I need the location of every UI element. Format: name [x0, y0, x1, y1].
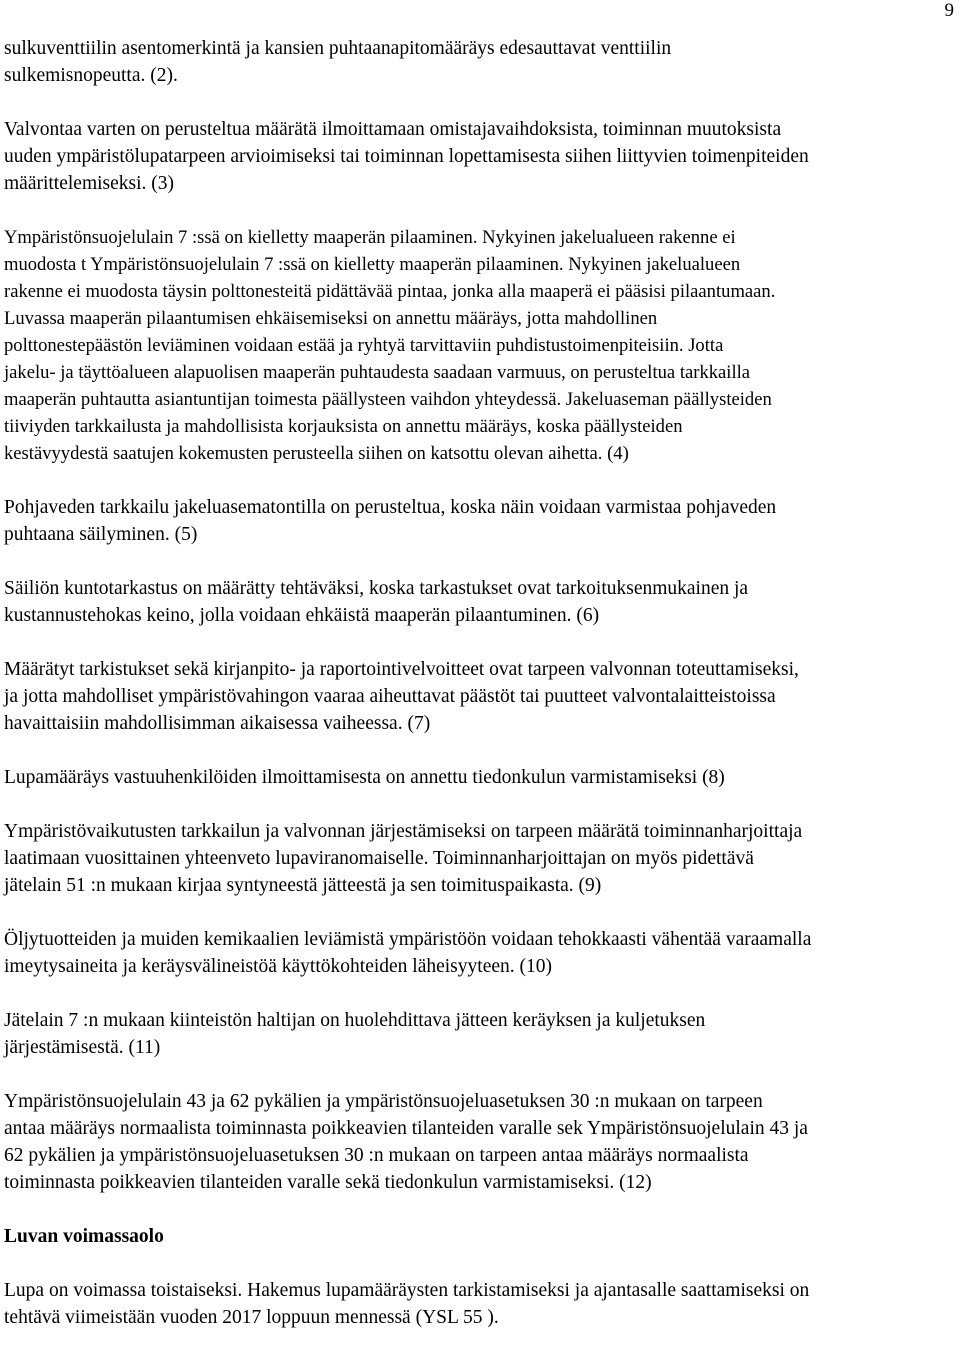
text-line: jakelu- ja täyttöalueen alapuolisen maaperän puhtaudesta saadaan varmuus, on perusteltua tarkkailla [4, 362, 751, 383]
text-line: kestävyydestä saatujen kokemusten perusteella siihen on katsottu olevan aihetta. (4) [4, 443, 629, 464]
text-line: tiiviyden tarkkailusta ja mahdollisista korjauksista on annettu määräys, koska päällysteiden [4, 416, 683, 437]
paragraph-absorbents [4, 926, 956, 980]
text-line: Ympäristönsuojelulain 7 :ssä on kielletty maaperän pilaaminen. Nykyinen jakelualueen rakenne ei [4, 227, 736, 248]
text-line: 62 pykälien ja ympäristönsuojeluasetuksen 30 :n mukaan on tarpeen antaa määräys normaalista [4, 1145, 749, 1166]
text-line: Jätelain 7 :n mukaan kiinteistön haltijan on huolehdittava jätteen keräyksen ja kuljetuksen [4, 1010, 706, 1031]
text-line: imeytysaineita ja keräysvälineistöä käyttökohteiden läheisyyteen. (10) [4, 956, 552, 977]
text-line: polttonestepäästön leviäminen voidaan estää ja ryhtyä tarvittaviin puhdistustoimenpiteisiin. Jotta [4, 335, 724, 356]
text-line: Öljytuotteiden ja muiden kemikaalien leviämistä ympäristöön voidaan tehokkaasti vähentää varaamalla [4, 929, 812, 950]
text-line: rakenne ei muodosta täysin polttonesteitä pidättävää pintaa, jonka alla maaperä ei pääsisi pilaantumaan. [4, 281, 776, 302]
text-line: maaperän puhtautta asiantuntijan toimesta päällysteen vaihdon yhteydessä. Jakeluaseman päällysteiden [4, 389, 772, 410]
text-line: Ympäristönsuojelulain 43 ja 62 pykälien ja ympäristönsuojeluasetuksen 30 :n mukaan on tarpeen [4, 1091, 763, 1112]
text-line: Valvontaa varten on perusteltua määrätä ilmoittamaan omistajavaihdoksista, toiminnan muutoksista [4, 119, 782, 140]
text-line: järjestämisestä. (11) [4, 1037, 161, 1058]
paragraph-soil-contamination [4, 224, 956, 467]
paragraph-supervision [4, 116, 956, 197]
text-line: Lupa on voimassa toistaiseksi. Hakemus lupamääräysten tarkistamiseksi ja ajantasalle saattamiseksi on [4, 1280, 810, 1301]
paragraph-valve [4, 35, 956, 89]
paragraph-responsible-persons [4, 764, 956, 791]
page-number: 9 [944, 0, 954, 21]
text-line: ja jotta mahdolliset ympäristövahingon vaaraa aiheuttavat päästöt tai puutteet valvontalaitteistoissa [4, 686, 776, 707]
section-heading: Luvan voimassaolo [4, 1226, 164, 1247]
paragraph-groundwater [4, 494, 956, 548]
text-line: Ympäristövaikutusten tarkkailun ja valvonnan järjestämiseksi on tarpeen määrätä toiminnanharjoittaja [4, 821, 803, 842]
text-line: Lupamääräys vastuuhenkilöiden ilmoittamisesta on annettu tiedonkulun varmistamiseksi (8) [4, 767, 725, 788]
document-body [4, 35, 956, 1358]
paragraph-exceptional-situations [4, 1088, 956, 1196]
text-line: sulkemisnopeutta. (2). [4, 65, 178, 86]
paragraph-validity [4, 1277, 956, 1331]
text-line: laatimaan vuosittainen yhteenveto lupaviranomaiselle. Toiminnanharjoittajan on myös pidettävä [4, 848, 754, 869]
paragraph-reporting [4, 656, 956, 737]
text-line: muodosta t Ympäristönsuojelulain 7 :ssä on kielletty maaperän pilaaminen. Nykyinen jakelualueen [4, 254, 741, 275]
paragraph-tank-inspection [4, 575, 956, 629]
text-line: Säiliön kuntotarkastus on määrätty tehtäväksi, koska tarkastukset ovat tarkoituksenmukainen ja [4, 578, 749, 599]
paragraph-annual-summary [4, 818, 956, 899]
text-line: Luvassa maaperän pilaantumisen ehkäisemiseksi on annettu määräys, jotta mahdollinen [4, 308, 658, 329]
paragraph-waste-collection [4, 1007, 956, 1061]
text-line: kustannustehokas keino, jolla voidaan ehkäistä maaperän pilaantuminen. (6) [4, 605, 600, 626]
text-line: toiminnasta poikkeavien tilanteiden varalle sekä tiedonkulun varmistamiseksi. (12) [4, 1172, 652, 1193]
text-line: Pohjaveden tarkkailu jakeluasematontilla on perusteltua, koska näin voidaan varmistaa pohjaveden [4, 497, 777, 518]
text-line: puhtaana säilyminen. (5) [4, 524, 198, 545]
text-line: sulkuventtiilin asentomerkintä ja kansien puhtaanapitomääräys edesauttavat venttiilin [4, 38, 672, 59]
text-line: määrittelemiseksi. (3) [4, 173, 175, 194]
text-line: antaa määräys normaalista toiminnasta poikkeavien tilanteiden varalle sek Ympäristönsuojelulain 43 ja [4, 1118, 808, 1139]
text-line: havaittaisiin mahdollisimman aikaisessa vaiheessa. (7) [4, 713, 431, 734]
text-line: tehtävä viimeistään vuoden 2017 loppuun mennessä (YSL 55 ). [4, 1307, 499, 1328]
text-line: Määrätyt tarkistukset sekä kirjanpito- ja raportointivelvoitteet ovat tarpeen valvonnan toteuttamiseksi, [4, 659, 799, 680]
text-line: uuden ympäristölupatarpeen arvioimiseksi tai toiminnan lopettamisesta siihen liittyvien toimenpiteiden [4, 146, 809, 167]
text-line: jätelain 51 :n mukaan kirjaa syntyneestä jätteestä ja sen toimituspaikasta. (9) [4, 875, 602, 896]
